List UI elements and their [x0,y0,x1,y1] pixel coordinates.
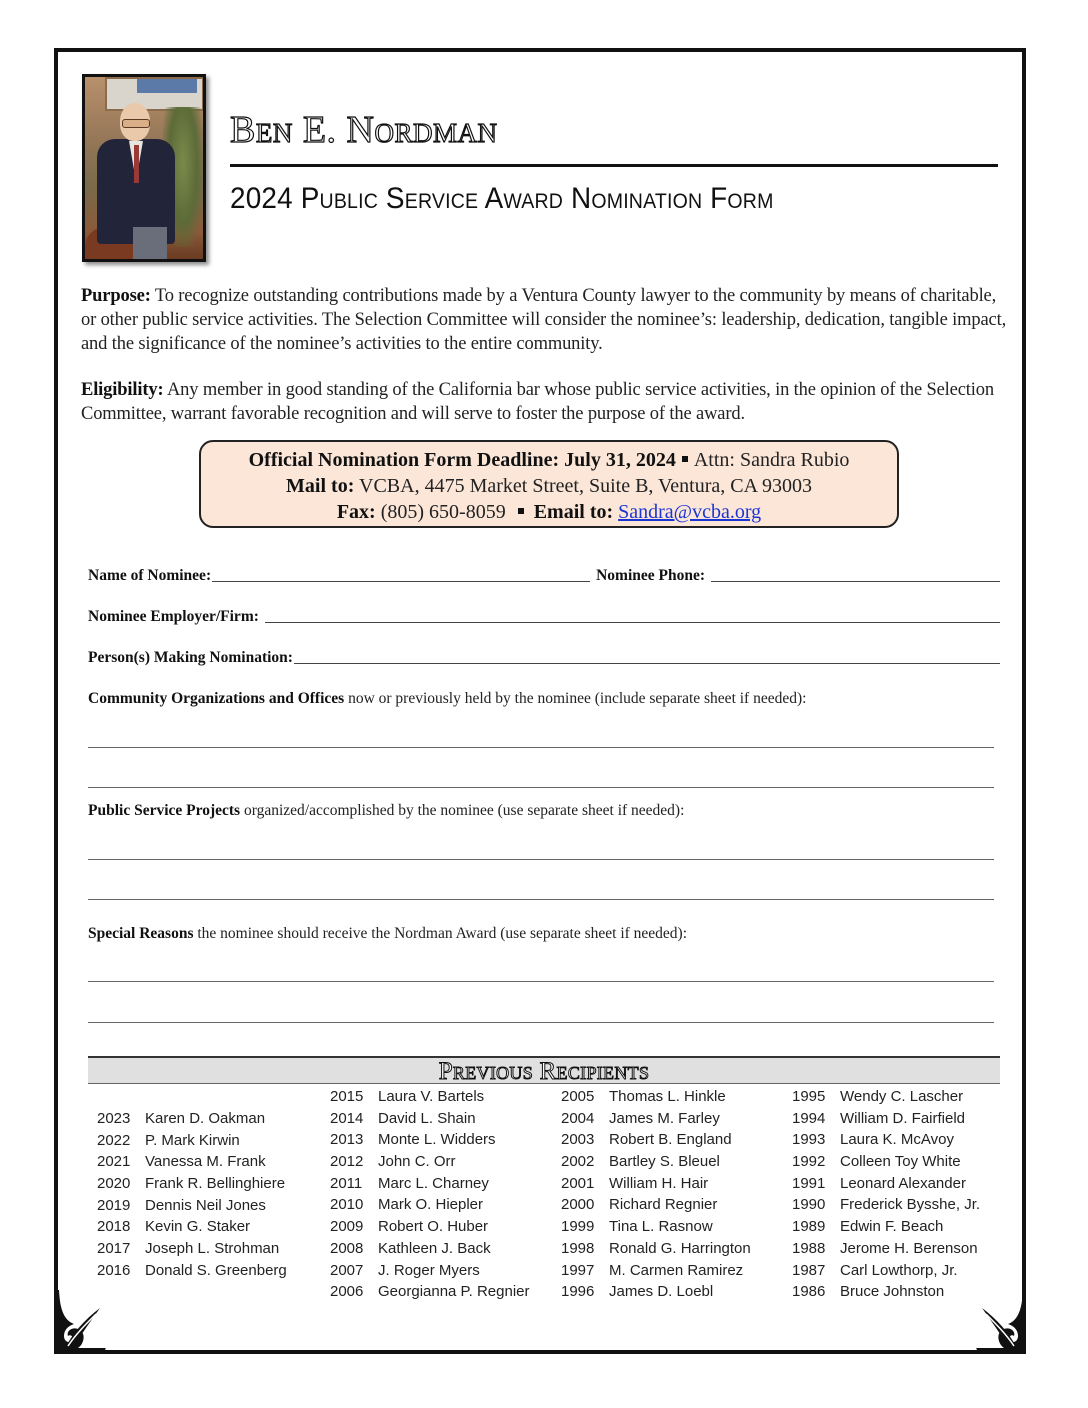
recipient-name: Kevin G. Staker [145,1218,251,1236]
recipient-name: Colleen Toy White [840,1153,961,1171]
recipient-list-item [97,1197,287,1219]
recipient-year: 2017 [97,1240,131,1258]
recipient-year: 2012 [330,1153,364,1171]
recipient-year: 1989 [792,1218,826,1236]
recipient-name: Ronald G. Harrington [609,1239,751,1257]
purpose-text: To recognize outstanding contributions made by a Ventura County lawyer to the community by means of charitable, or other public service activities. The Selection Committee will consider the nominee’s: leadership, dedication, tangible impact, and the significance of the nominee’s activities to the entire community. [81,286,1007,354]
projects-label-bold: Public Service Projects [88,802,241,819]
deadline-label: Official Nomination Form Deadline: July 31, 2024 [248,449,676,471]
recipient-list-item [330,1153,530,1175]
recipient-list-item [792,1175,980,1197]
recipient-list-item [330,1283,530,1305]
attn-text: Attn: Sandra Rubio [693,449,850,471]
fax-number: (805) 650-8059 [375,501,506,523]
nominee-name-row [88,567,1000,585]
recipient-year: 2004 [561,1109,595,1127]
public-service-projects-label [88,802,684,820]
reasons-write-line-2[interactable] [88,1022,994,1023]
recipient-list-item [97,1240,287,1262]
recipient-year: 1992 [792,1153,826,1171]
employer-field[interactable] [265,622,1000,623]
nominee-name-label: Name of Nominee: [88,567,212,584]
recipient-name: William H. Hair [609,1174,709,1192]
recipient-name: Laura K. McAvoy [840,1131,954,1149]
previous-recipients-heading: Previous Recipients [438,1058,650,1085]
nominator-label: Person(s) Making Nomination: [88,649,293,666]
recipient-year: 1999 [561,1218,595,1236]
recipient-list-item [792,1262,980,1284]
projects-label-text: organized/accomplished by the nominee (use separate sheet if needed): [240,802,685,819]
recipient-list-item [330,1262,530,1284]
recipient-list-item [561,1196,751,1218]
mail-label: Mail to: [286,475,355,497]
recipient-list-item [561,1175,751,1197]
recipient-name: Dennis Neil Jones [145,1196,266,1214]
reasons-write-line-1[interactable] [88,981,994,982]
nominee-name-field[interactable] [212,581,590,582]
nominator-field[interactable] [294,663,1000,664]
recipient-list-item [561,1110,751,1132]
recipient-year: 2001 [561,1174,595,1192]
recipient-name: Carl Lowthorp, Jr. [840,1261,958,1279]
recipient-list-item [97,1262,287,1284]
purpose-paragraph [81,284,1011,356]
recipient-name: Edwin F. Beach [840,1218,944,1236]
purpose-label: Purpose: [81,286,151,306]
projects-write-line-1[interactable] [88,859,994,860]
recipient-year: 2014 [330,1109,364,1127]
recipients-column-2 [330,1088,530,1305]
recipient-year: 2006 [330,1283,364,1301]
nominator-row [88,649,1000,667]
honoree-name-title: Ben E. Nordman [230,109,498,151]
recipient-name: Robert B. England [609,1131,732,1149]
recipient-year: 2005 [561,1088,595,1105]
recipient-name: Mark O. Hiepler [378,1196,484,1214]
recipient-year: 2016 [97,1261,131,1279]
mail-address: VCBA, 4475 Market Street, Suite B, Ventura, CA 93003 [354,475,812,497]
eligibility-label: Eligibility: [81,380,164,400]
reasons-label-text: the nominee should receive the Nordman Award (use separate sheet if needed): [193,925,688,942]
employer-label: Nominee Employer/Firm: [88,608,259,625]
recipient-list-item [561,1088,751,1110]
recipient-year: 2018 [97,1218,131,1236]
recipient-name: James D. Loebl [609,1283,714,1301]
recipient-list-item [792,1218,980,1240]
recipient-year: 1993 [792,1131,826,1149]
previous-recipients-header [88,1056,1000,1084]
recipient-name: Monte L. Widders [378,1131,496,1149]
fleur-de-lis-ornament-icon [972,1290,1028,1354]
recipient-year: 1987 [792,1261,826,1279]
recipient-list-item [330,1110,530,1132]
square-bullet-icon [682,456,688,462]
recipient-list-item [330,1088,530,1110]
eligibility-paragraph [81,378,1011,426]
recipient-name: Kathleen J. Back [378,1239,491,1257]
recipient-year: 2021 [97,1153,131,1171]
recipient-year: 2002 [561,1153,595,1171]
photo-tie [134,145,139,183]
reasons-label-bold: Special Reasons [88,925,194,942]
community-organizations-label [88,690,806,708]
recipient-list-item [792,1110,980,1132]
recipient-year: 2007 [330,1261,364,1279]
email-link[interactable]: Sandra@vcba.org [618,501,762,523]
recipient-list-item [792,1131,980,1153]
projects-write-line-2[interactable] [88,899,994,900]
recipient-name: Jerome H. Berenson [840,1239,978,1257]
recipient-name: James M. Farley [609,1109,720,1127]
recipient-year: 2023 [97,1110,131,1127]
recipient-list-item [561,1283,751,1305]
recipient-name: Joseph L. Strohman [145,1240,280,1258]
recipient-name: Karen D. Oakman [145,1110,266,1127]
recipients-column-3 [561,1088,751,1305]
recipient-name: John C. Orr [378,1153,456,1171]
recipient-list-item [330,1196,530,1218]
recipient-name: Frederick Bysshe, Jr. [840,1196,981,1214]
form-title: 2024 Public Service Award Nomination Form [230,182,774,215]
recipient-list-item [97,1175,287,1197]
recipient-name: Marc L. Charney [378,1174,489,1192]
recipient-year: 1990 [792,1196,826,1214]
recipient-list-item [561,1240,751,1262]
recipient-list-item [561,1131,751,1153]
recipient-name: William D. Fairfield [840,1109,966,1127]
email-label: Email to: [533,501,614,523]
recipient-year: 1998 [561,1239,595,1257]
recipient-year: 2015 [330,1088,364,1105]
recipient-year: 2011 [330,1174,363,1192]
nominee-phone-label: Nominee Phone: [596,567,706,584]
recipient-year: 1994 [792,1109,826,1127]
nominee-phone-field[interactable] [711,581,1000,582]
fax-label: Fax: [336,501,376,523]
nominee-namesake-photo [82,74,206,262]
deadline-info-box [199,440,899,528]
recipient-name: Leonard Alexander [840,1174,966,1192]
eligibility-text: Any member in good standing of the California bar whose public service activities, in the opinion of the Selection Committee, warrant favorable recognition and will serve to foster the purpose of the award. [81,380,994,424]
special-reasons-label [88,925,687,943]
recipient-year: 1988 [792,1239,826,1257]
recipient-list-item [97,1153,287,1175]
recipient-year: 2000 [561,1196,595,1214]
recipient-year: 1986 [792,1283,826,1301]
recipient-name: Wendy C. Lascher [840,1088,964,1105]
recipient-name: Donald S. Greenberg [145,1261,287,1279]
community-label-bold: Community Organizations and Offices [88,690,345,707]
recipient-name: Laura V. Bartels [378,1088,485,1105]
recipient-year: 1991 [792,1174,826,1192]
recipient-list-item [97,1110,287,1132]
community-write-line-2[interactable] [88,787,994,788]
fleur-de-lis-ornament-icon [54,1290,110,1354]
recipient-list-item [330,1240,530,1262]
recipient-list-item [330,1175,530,1197]
mail-line [201,473,897,499]
recipient-name: J. Roger Myers [378,1261,480,1279]
recipient-name: Tina L. Rasnow [609,1218,713,1236]
recipient-name: Robert O. Huber [378,1218,489,1236]
recipient-year: 2022 [97,1131,131,1149]
recipient-name: Richard Regnier [609,1196,718,1214]
recipient-year: 2008 [330,1239,364,1257]
recipient-name: Frank R. Bellinghiere [145,1175,286,1193]
recipient-list-item [792,1088,980,1110]
recipients-column-4 [792,1088,980,1305]
recipient-year: 2010 [330,1196,364,1214]
recipient-year: 1997 [561,1261,595,1279]
recipient-list-item [792,1153,980,1175]
recipient-name: Vanessa M. Frank [145,1153,266,1171]
photo-background-painting [137,79,197,93]
fax-email-line [201,499,897,525]
recipient-list-item [330,1131,530,1153]
recipient-list-item [792,1240,980,1262]
community-write-line-1[interactable] [88,747,994,748]
recipient-year: 2013 [330,1131,364,1149]
recipient-year: 2020 [97,1175,131,1193]
photo-glasses [122,119,150,128]
recipient-name: Georgianna P. Regnier [378,1283,530,1301]
recipient-list-item [561,1218,751,1240]
recipient-year: 2019 [97,1196,131,1214]
deadline-line [201,447,897,473]
recipient-name: Bartley S. Bleuel [609,1153,720,1171]
recipient-list-item [792,1196,980,1218]
recipient-list-item [561,1153,751,1175]
recipient-list-item [97,1132,287,1154]
community-label-text: now or previously held by the nominee (include separate sheet if needed): [344,690,807,707]
square-bullet-icon [518,508,524,514]
recipient-year: 1995 [792,1088,826,1105]
recipient-list-item [561,1262,751,1284]
recipient-year: 2003 [561,1131,595,1149]
recipient-name: M. Carmen Ramirez [609,1261,744,1279]
recipient-list-item [330,1218,530,1240]
recipient-list-item [792,1283,980,1305]
recipient-name: David L. Shain [378,1109,476,1127]
recipients-column-1 [97,1110,287,1284]
employer-row [88,608,1000,626]
recipient-name: P. Mark Kirwin [145,1131,240,1149]
recipient-name: Thomas L. Hinkle [609,1088,726,1105]
recipient-year: 2009 [330,1218,364,1236]
recipient-name: Bruce Johnston [840,1283,945,1301]
title-divider [230,164,998,167]
recipient-list-item [97,1218,287,1240]
photo-pants [133,227,167,262]
recipient-year: 1996 [561,1283,595,1301]
